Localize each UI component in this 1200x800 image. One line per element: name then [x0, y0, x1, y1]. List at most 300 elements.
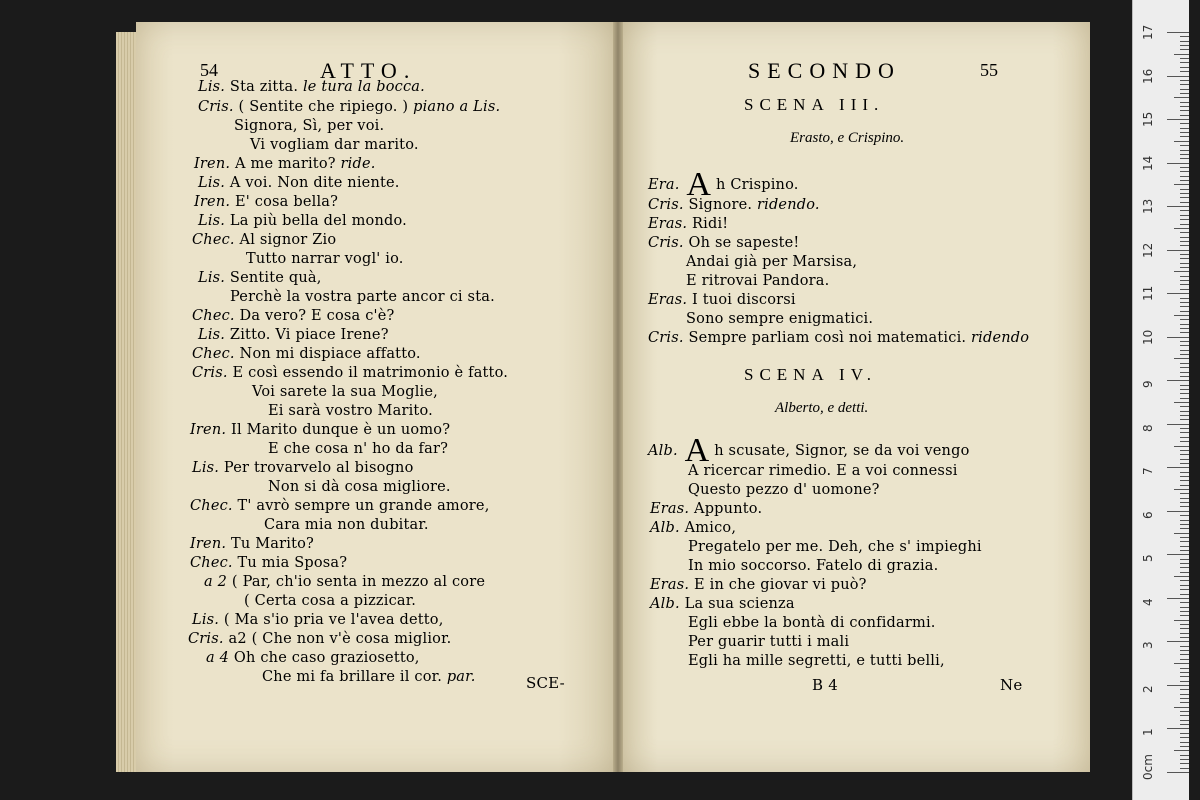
- drop-capital: A: [679, 166, 712, 203]
- speaker-label: Chec.: [192, 308, 235, 324]
- text-line: [194, 155, 376, 173]
- ruler-tick: [1180, 176, 1189, 177]
- ruler-tick: [1180, 702, 1189, 703]
- text-line: [198, 78, 425, 96]
- text-line: [198, 212, 407, 230]
- scene-heading: SCENA IV.: [744, 365, 878, 384]
- line-text: Signore.: [683, 197, 753, 213]
- ruler-tick: [1180, 746, 1189, 747]
- line-text: Signora, Sì, per voi.: [234, 118, 385, 134]
- ruler-tick: [1174, 533, 1189, 534]
- ruler-tick: [1180, 389, 1189, 390]
- line-text: Egli ebbe la bontà di confidarmi.: [688, 615, 936, 631]
- ruler-tick: [1180, 376, 1189, 377]
- ruler-tick: [1180, 428, 1189, 429]
- text-line: [686, 310, 873, 328]
- ruler-tick: [1180, 276, 1189, 277]
- line-text: E ritrovai Pandora.: [686, 273, 830, 289]
- text-line: [268, 478, 451, 496]
- ruler-tick: [1180, 528, 1189, 529]
- ruler-tick: [1180, 524, 1189, 525]
- ruler-tick: [1180, 102, 1189, 103]
- ruler-tick: [1180, 737, 1189, 738]
- signature-mark: B 4: [812, 676, 838, 694]
- ruler-tick: [1180, 202, 1189, 203]
- ruler-label: 13: [1141, 198, 1155, 215]
- line-text: Appunto.: [689, 501, 763, 517]
- ruler-tick: [1180, 89, 1189, 90]
- line-text: h Crispino.: [711, 177, 799, 193]
- ruler-tick: [1180, 506, 1189, 507]
- ruler-tick: [1167, 206, 1189, 207]
- ruler-tick: [1167, 728, 1189, 729]
- line-text: Oh che caso graziosetto,: [229, 650, 420, 666]
- text-line: [648, 291, 796, 309]
- scene-heading: SCENA III.: [744, 95, 885, 114]
- speaker-label: Lis.: [192, 460, 220, 476]
- ruler-tick: [1180, 245, 1189, 246]
- line-text: E' cosa bella?: [230, 194, 339, 210]
- ruler-tick: [1180, 341, 1189, 342]
- text-line: [688, 633, 849, 651]
- stage-direction: le tura la bocca.: [298, 79, 425, 95]
- ruler-label: 11: [1141, 285, 1155, 302]
- ruler-tick: [1180, 158, 1189, 159]
- line-text: a2 ( Che non v'è cosa miglior.: [223, 631, 452, 647]
- ruler-tick: [1180, 267, 1189, 268]
- line-text: Per guarir tutti i mali: [688, 634, 850, 650]
- speaker-label: Lis.: [198, 79, 226, 95]
- line-text: A voi. Non dite niente.: [225, 175, 400, 191]
- line-text: h scusate, Signor, se da voi vengo: [709, 443, 970, 459]
- text-line: [230, 288, 495, 306]
- speaker-label: Eras.: [650, 501, 690, 517]
- ruler-tick: [1180, 189, 1189, 190]
- ruler-tick: [1180, 485, 1189, 486]
- speaker-label: Lis.: [198, 213, 226, 229]
- ruler-tick: [1180, 406, 1189, 407]
- ruler-tick: [1180, 106, 1189, 107]
- line-text: Tu mia Sposa?: [232, 555, 348, 571]
- line-text: ( Ma s'io pria ve l'avea detto,: [219, 612, 444, 628]
- text-line: [204, 573, 485, 591]
- ruler-tick: [1174, 97, 1189, 98]
- ruler-tick: [1180, 80, 1189, 81]
- text-line: [262, 668, 476, 686]
- ruler-tick: [1180, 332, 1189, 333]
- ruler-tick: [1174, 184, 1189, 185]
- speaker-label: Cris.: [648, 330, 684, 346]
- ruler-tick: [1180, 520, 1189, 521]
- ruler-tick: [1180, 71, 1189, 72]
- text-line: [198, 326, 389, 344]
- text-line: [198, 98, 500, 116]
- line-text: La più bella del mondo.: [225, 213, 407, 229]
- ruler-tick: [1180, 115, 1189, 116]
- speaker-label: Cris.: [648, 197, 684, 213]
- line-text: Andai già per Marsisa,: [686, 254, 858, 270]
- line-text: E che cosa n' ho da far?: [268, 441, 449, 457]
- text-line: [194, 193, 338, 211]
- ruler-tick: [1180, 354, 1189, 355]
- text-line: [198, 174, 400, 192]
- line-text: T' avrò sempre un grande amore,: [232, 498, 490, 514]
- text-line: [264, 516, 429, 534]
- ruler-tick: [1180, 197, 1189, 198]
- text-line: [192, 307, 394, 325]
- ruler-label: 7: [1141, 467, 1155, 476]
- ruler-tick: [1180, 611, 1189, 612]
- line-text: Cara mia non dubitar.: [264, 517, 429, 533]
- ruler-tick: [1167, 163, 1189, 164]
- ruler-tick: [1180, 36, 1189, 37]
- ruler-tick: [1180, 580, 1189, 581]
- ruler-tick: [1174, 54, 1189, 55]
- ruler-tick: [1180, 302, 1189, 303]
- ruler-tick: [1180, 345, 1189, 346]
- speaker-label: Iren.: [194, 156, 231, 172]
- ruler-tick: [1180, 411, 1189, 412]
- ruler-tick: [1180, 454, 1189, 455]
- text-line: [688, 557, 938, 575]
- line-text: Al signor Zio: [234, 232, 337, 248]
- speaker-label: Cris.: [188, 631, 224, 647]
- ruler-tick: [1180, 763, 1189, 764]
- line-text: A me marito?: [230, 156, 336, 172]
- ruler-tick: [1180, 58, 1189, 59]
- ruler-tick: [1167, 598, 1189, 599]
- speaker-label: Cris.: [648, 235, 684, 251]
- line-text: Ridi!: [687, 216, 729, 232]
- text-line: [192, 231, 336, 249]
- ruler-tick: [1180, 319, 1189, 320]
- ruler-tick: [1167, 685, 1189, 686]
- text-line: [244, 592, 416, 610]
- ruler-tick: [1180, 646, 1189, 647]
- ruler-tick: [1167, 380, 1189, 381]
- ruler-tick: [1180, 284, 1189, 285]
- ruler-tick: [1180, 559, 1189, 560]
- ruler-tick: [1180, 755, 1189, 756]
- book-gutter: [613, 22, 623, 772]
- line-text: Amico,: [679, 520, 737, 536]
- line-text: Egli ha mille segretti, e tutti belli,: [688, 653, 945, 669]
- line-text: Sono sempre enigmatici.: [686, 311, 874, 327]
- ruler-tick: [1180, 768, 1189, 769]
- text-line: [688, 481, 880, 499]
- ruler-tick: [1167, 32, 1189, 33]
- text-line: [648, 166, 799, 203]
- scene-cast: Erasto, e Crispino.: [790, 130, 905, 146]
- text-line: [188, 630, 451, 648]
- line-text: Tutto narrar vogl' io.: [246, 251, 404, 267]
- speaker-label: Lis.: [198, 270, 226, 286]
- ruler-tick: [1180, 393, 1189, 394]
- text-line: [688, 462, 958, 480]
- line-text: ( Par, ch'io senta in mezzo al core: [227, 574, 486, 590]
- speaker-label: a 2: [204, 574, 228, 590]
- ruler-label: 5: [1141, 554, 1155, 563]
- ruler-tick: [1180, 437, 1189, 438]
- text-line: [686, 253, 857, 271]
- ruler-tick: [1180, 650, 1189, 651]
- text-line: [688, 614, 936, 632]
- ruler-tick: [1180, 167, 1189, 168]
- ruler-tick: [1180, 550, 1189, 551]
- line-text: Da vero? E cosa c'è?: [234, 308, 395, 324]
- ruler-tick: [1180, 241, 1189, 242]
- ruler-tick: [1180, 633, 1189, 634]
- ruler-tick: [1180, 589, 1189, 590]
- ruler-tick: [1180, 367, 1189, 368]
- line-text: Non mi dispiace affatto.: [234, 346, 421, 362]
- ruler-tick: [1167, 467, 1189, 468]
- ruler-tick: [1180, 171, 1189, 172]
- stage-direction: ridendo: [966, 330, 1030, 346]
- line-text: Pregatelo per me. Deh, che s' impieghi: [688, 539, 982, 555]
- ruler-tick: [1180, 602, 1189, 603]
- stage-direction: piano a Lis.: [408, 99, 501, 115]
- text-line: [268, 440, 448, 458]
- ruler-tick: [1180, 136, 1189, 137]
- ruler-tick: [1174, 402, 1189, 403]
- speaker-label: Alb.: [650, 520, 680, 536]
- measurement-ruler: [1132, 0, 1189, 800]
- ruler-tick: [1180, 476, 1189, 477]
- speaker-label: Lis.: [192, 612, 220, 628]
- ruler-tick: [1180, 324, 1189, 325]
- text-line: [650, 519, 736, 537]
- ruler-tick: [1167, 641, 1189, 642]
- speaker-label: Iren.: [194, 194, 231, 210]
- text-line: [206, 649, 420, 667]
- ruler-tick: [1180, 450, 1189, 451]
- ruler-label: 3: [1141, 641, 1155, 650]
- line-text: Non si dà cosa migliore.: [268, 479, 451, 495]
- ruler-label: 4: [1141, 598, 1155, 606]
- ruler-tick: [1174, 271, 1189, 272]
- left-page-number: 54: [200, 60, 218, 80]
- ruler-tick: [1180, 363, 1189, 364]
- text-line: [192, 364, 508, 382]
- ruler-tick: [1180, 546, 1189, 547]
- text-line: [198, 269, 322, 287]
- ruler-tick: [1180, 415, 1189, 416]
- ruler-label: 1: [1141, 728, 1155, 737]
- ruler-tick: [1180, 733, 1189, 734]
- ruler-label: 16: [1141, 68, 1155, 84]
- ruler-tick: [1180, 637, 1189, 638]
- ruler-tick: [1180, 607, 1189, 608]
- ruler-tick: [1180, 180, 1189, 181]
- line-text: A ricercar rimedio. E a voi connessi: [688, 463, 958, 479]
- ruler-label: 0cm: [1141, 754, 1155, 780]
- ruler-tick: [1180, 350, 1189, 351]
- ruler-label: 2: [1141, 685, 1155, 693]
- text-line: [648, 196, 820, 214]
- ruler-tick: [1174, 707, 1189, 708]
- ruler-tick: [1180, 681, 1189, 682]
- stage-direction: ride.: [335, 156, 376, 172]
- ruler-tick: [1180, 49, 1189, 50]
- text-line: [234, 117, 384, 135]
- ruler-tick: [1167, 511, 1189, 512]
- ruler-tick: [1180, 306, 1189, 307]
- ruler-tick: [1180, 145, 1189, 146]
- line-text: Perchè la vostra parte ancor ci sta.: [230, 289, 495, 305]
- text-line: [648, 215, 728, 233]
- line-text: Per trovarvelo al bisogno: [219, 460, 414, 476]
- speaker-label: Chec.: [190, 555, 233, 571]
- text-line: [686, 272, 829, 290]
- ruler-tick: [1180, 385, 1189, 386]
- line-text: Che mi fa brillare il cor.: [262, 669, 443, 685]
- ruler-tick: [1180, 219, 1189, 220]
- ruler-tick: [1180, 215, 1189, 216]
- ruler-tick: [1180, 289, 1189, 290]
- ruler-tick: [1180, 398, 1189, 399]
- text-line: [190, 554, 347, 572]
- ruler-tick: [1180, 759, 1189, 760]
- ruler-tick: [1180, 711, 1189, 712]
- ruler-tick: [1180, 659, 1189, 660]
- ruler-tick: [1180, 502, 1189, 503]
- text-line: [246, 250, 404, 268]
- text-line: [268, 402, 433, 420]
- ruler-tick: [1180, 232, 1189, 233]
- line-text: Tu Marito?: [226, 536, 315, 552]
- ruler-tick: [1180, 676, 1189, 677]
- ruler-tick: [1180, 493, 1189, 494]
- line-text: E così essendo il matrimonio è fatto.: [227, 365, 509, 381]
- ruler-tick: [1180, 724, 1189, 725]
- ruler-tick: [1180, 67, 1189, 68]
- speaker-label: a 4: [206, 650, 230, 666]
- ruler-tick: [1180, 263, 1189, 264]
- ruler-tick: [1180, 463, 1189, 464]
- stage-direction: ridendo.: [752, 197, 820, 213]
- text-line: [688, 652, 945, 670]
- ruler-tick: [1174, 750, 1189, 751]
- ruler-label: 6: [1141, 511, 1155, 519]
- ruler-label: 8: [1141, 424, 1155, 432]
- left-catchword: SCE-: [526, 674, 565, 692]
- speaker-label: Alb.: [650, 596, 680, 612]
- ruler-tick: [1180, 258, 1189, 259]
- text-line: [190, 535, 314, 553]
- line-text: ( Sentite che ripiego. ): [233, 99, 409, 115]
- right-running-head: SECONDO: [748, 58, 901, 83]
- ruler-tick: [1180, 515, 1189, 516]
- ruler-tick: [1180, 742, 1189, 743]
- ruler-tick: [1180, 567, 1189, 568]
- ruler-tick: [1180, 84, 1189, 85]
- speaker-label: Eras.: [648, 216, 688, 232]
- ruler-tick: [1180, 498, 1189, 499]
- ruler-tick: [1180, 210, 1189, 211]
- text-line: [650, 595, 795, 613]
- line-text: E in che giovar vi può?: [689, 577, 867, 593]
- line-text: Il Marito dunque è un uomo?: [226, 422, 451, 438]
- ruler-tick: [1167, 119, 1189, 120]
- line-text: Vi vogliam dar marito.: [250, 137, 419, 153]
- ruler-tick: [1180, 93, 1189, 94]
- ruler-tick: [1174, 315, 1189, 316]
- line-text: Questo pezzo d' uomone?: [688, 482, 880, 498]
- ruler-label: 12: [1141, 242, 1155, 258]
- ruler-tick: [1180, 672, 1189, 673]
- ruler-tick: [1174, 228, 1189, 229]
- ruler-tick: [1180, 132, 1189, 133]
- speaker-label: Chec.: [192, 346, 235, 362]
- ruler-tick: [1180, 594, 1189, 595]
- speaker-label: Lis.: [198, 327, 226, 343]
- ruler-tick: [1167, 250, 1189, 251]
- ruler-tick: [1180, 541, 1189, 542]
- ruler-tick: [1180, 110, 1189, 111]
- scene-cast: Alberto, e detti.: [775, 400, 869, 416]
- right-page-number: 55: [980, 60, 998, 80]
- ruler-tick: [1180, 480, 1189, 481]
- line-text: Ei sarà vostro Marito.: [268, 403, 433, 419]
- speaker-label: Cris.: [192, 365, 228, 381]
- ruler-tick: [1180, 715, 1189, 716]
- line-text: Sentite quà,: [225, 270, 322, 286]
- ruler-tick: [1180, 298, 1189, 299]
- ruler-tick: [1180, 628, 1189, 629]
- ruler-tick: [1174, 446, 1189, 447]
- ruler-tick: [1174, 358, 1189, 359]
- ruler-tick: [1167, 424, 1189, 425]
- ruler-tick: [1180, 154, 1189, 155]
- ruler-tick: [1180, 150, 1189, 151]
- ruler-tick: [1167, 76, 1189, 77]
- ruler-tick: [1180, 624, 1189, 625]
- text-line: [192, 459, 414, 477]
- ruler-tick: [1174, 489, 1189, 490]
- line-text: Zitto. Vi piace Irene?: [225, 327, 389, 343]
- ruler-tick: [1180, 372, 1189, 373]
- ruler-label: 9: [1141, 380, 1155, 389]
- ruler-tick: [1180, 459, 1189, 460]
- speaker-label: Lis.: [198, 175, 226, 191]
- text-line: [650, 576, 867, 594]
- speaker-label: Eras.: [650, 577, 690, 593]
- ruler-tick: [1180, 537, 1189, 538]
- ruler-tick: [1180, 572, 1189, 573]
- speaker-label: Iren.: [190, 422, 227, 438]
- ruler-tick: [1180, 128, 1189, 129]
- line-text: In mio soccorso. Fatelo di grazia.: [688, 558, 939, 574]
- speaker-label: Eras.: [648, 292, 688, 308]
- line-text: ( Certa cosa a pizzicar.: [244, 593, 417, 609]
- ruler-tick: [1167, 772, 1189, 773]
- speaker-label: Chec.: [190, 498, 233, 514]
- ruler-tick: [1180, 328, 1189, 329]
- ruler-tick: [1180, 615, 1189, 616]
- ruler-tick: [1174, 620, 1189, 621]
- ruler-tick: [1180, 311, 1189, 312]
- text-line: [688, 538, 982, 556]
- text-line: [252, 383, 438, 401]
- ruler-tick: [1167, 293, 1189, 294]
- ruler-tick: [1180, 698, 1189, 699]
- line-text: Sempre parliam così noi matematici.: [683, 330, 967, 346]
- ruler-tick: [1180, 563, 1189, 564]
- speaker-label: Era.: [648, 177, 680, 193]
- ruler-tick: [1180, 419, 1189, 420]
- ruler-tick: [1180, 432, 1189, 433]
